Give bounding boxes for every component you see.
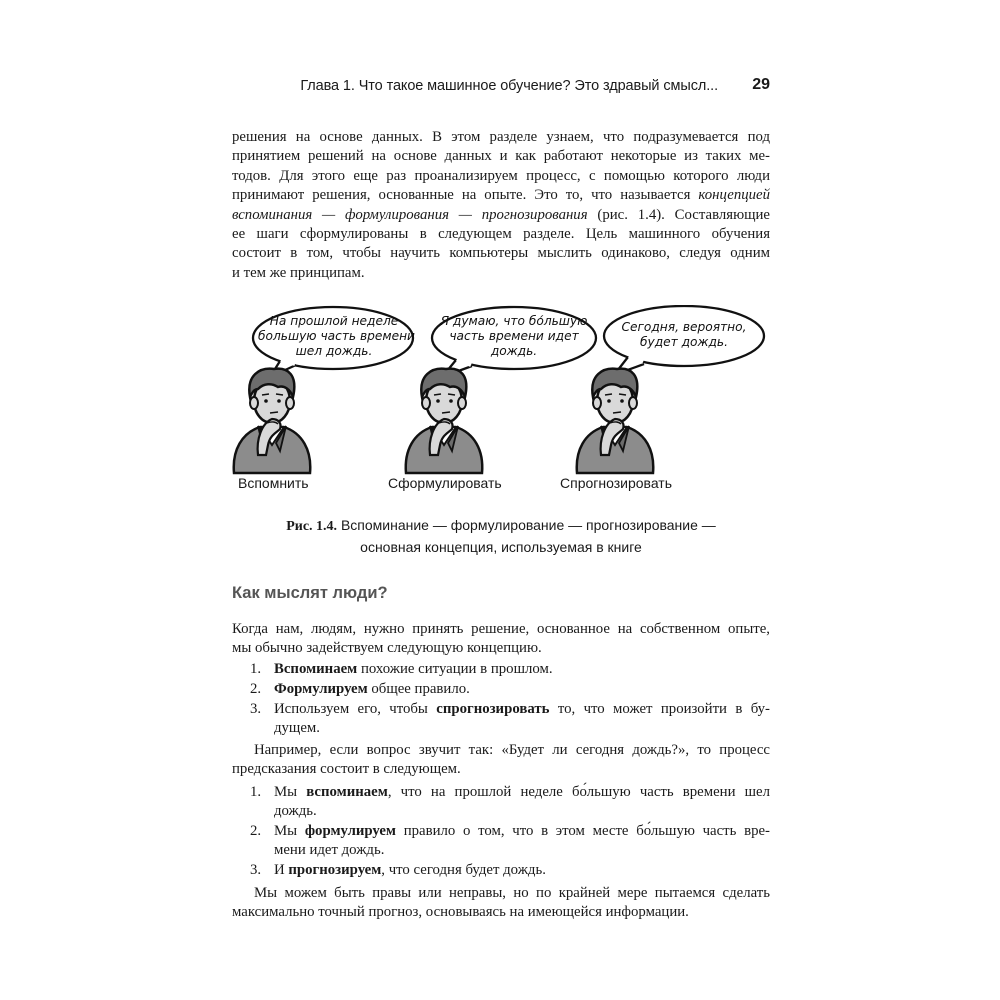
- text-line: Например, если вопрос звучит так: «Будет ли сегодня дождь?», то процесс: [254, 742, 770, 758]
- bubble-text-1: На прошлой неделе большую часть времени шел дождь.: [258, 314, 415, 358]
- bubble-text-2: Я думаю, что бо́льшую часть времени идет дождь.: [440, 314, 588, 358]
- chapter-title: Глава 1. Что такое машинное обучение? Это здравый смысл...: [300, 78, 718, 94]
- section-heading: Как мыслят люди?: [232, 584, 388, 602]
- text-line: принимают решения, основанные на опыте. Это то, что называется концепцией: [232, 187, 770, 204]
- paragraph-3: [232, 884, 770, 923]
- page-number: 29: [752, 76, 770, 93]
- text-line: предсказания состоит в следующем.: [232, 761, 461, 778]
- text-line: мы обычно задействуем следующую концепцию.: [232, 640, 542, 657]
- person-formulate: [406, 369, 483, 473]
- text-line: Мы можем быть правы или неправы, но по крайней мере пытаемся сделать: [254, 885, 770, 901]
- figure-remember-formulate-predict: [232, 305, 772, 510]
- text-line: Когда нам, людям, нужно принять решение, основанное на собственном опыте,: [232, 621, 770, 637]
- text-line: тодов. Для этого еще раз проанализируем процесс, с помощью которого люди: [232, 167, 770, 184]
- intro-paragraph: [232, 128, 770, 283]
- text-line: и тем же принципам.: [232, 264, 365, 281]
- label-formulate: Сформулировать: [388, 475, 502, 491]
- text-line: решения на основе данных. В этом разделе узнаем, что подразумевается под: [232, 129, 770, 145]
- text-line: максимально точный прогноз, основываясь на имеющейся информации.: [232, 904, 689, 921]
- text-line: принятием решений на основе данных и как работают некоторые из таких ме-: [232, 148, 770, 165]
- running-header: [232, 76, 770, 98]
- person-remember: [234, 369, 311, 473]
- emphasis: вспоминания — формулирования — прогнозирования: [232, 206, 588, 223]
- bubble-text-3: Сегодня, вероятно, будет дождь.: [621, 320, 747, 349]
- emphasis: концепцией: [698, 187, 770, 204]
- paragraph-1: [232, 620, 770, 659]
- label-remember: Вспомнить: [238, 475, 309, 491]
- paragraph-2: [232, 741, 770, 780]
- person-predict: [577, 369, 654, 473]
- text-line: состоит в том, чтобы научить компьютеры мыслить одинаково, следуя одним: [232, 245, 770, 262]
- label-predict: Спрогнозировать: [560, 475, 673, 491]
- text-line: ее шаги сформулированы в следующем разделе. Цель машинного обучения: [232, 225, 770, 242]
- figure-caption: Рис. 1.4. Вспоминание — формулирование — прогнозирование — основная концепция, используемая в книге: [286, 517, 716, 555]
- text-line: вспоминания — формулирования — прогнозирования (рис. 1.4). Составляющие: [232, 206, 771, 223]
- figure-number: Рис. 1.4.: [286, 519, 338, 534]
